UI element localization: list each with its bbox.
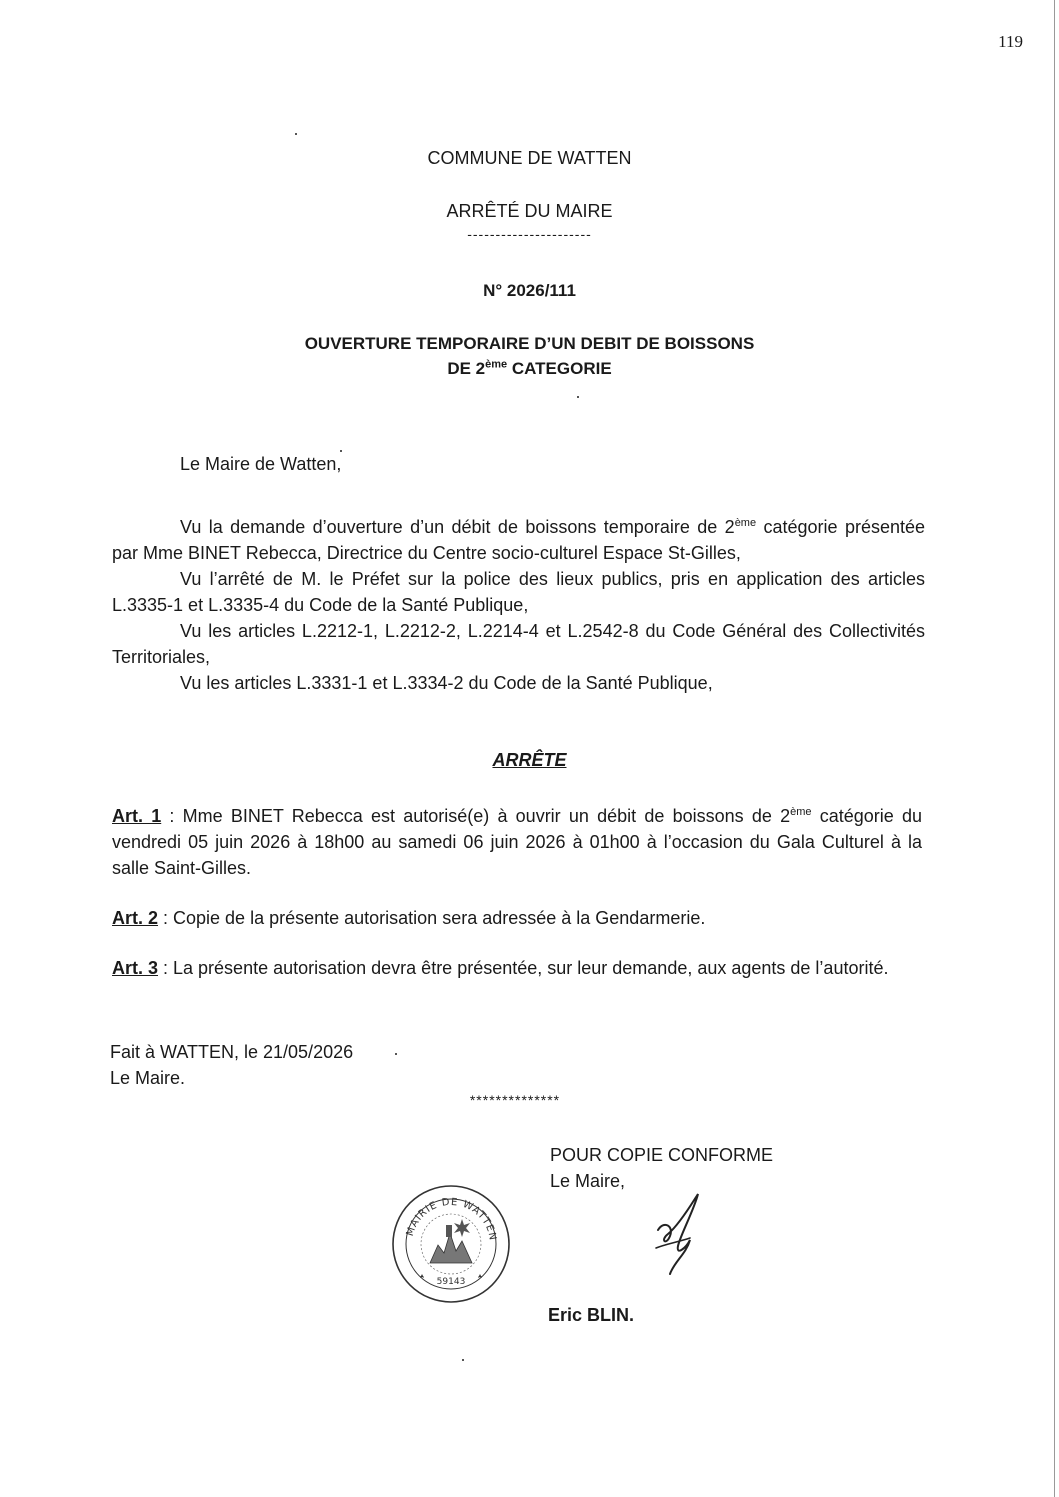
considerant-1-pre: Vu la demande d’ouverture d’un débit de boissons temporaire de 2 — [180, 517, 735, 537]
scan-edge-mark — [1054, 0, 1055, 1497]
signature-place-date — [110, 1039, 353, 1091]
considerant-1-superscript: ème — [734, 517, 757, 529]
greeting: Le Maire de Watten, — [180, 454, 342, 474]
arrete-subject — [0, 331, 1059, 381]
stars-separator: ************** — [469, 1092, 561, 1108]
scan-speck — [395, 1053, 397, 1055]
fait-maire: Le Maire. — [110, 1068, 186, 1088]
article-3-text: : La présente autorisation devra être présentée, sur leur demande, aux agents de l’autorité. — [158, 958, 889, 978]
considerants — [112, 514, 925, 696]
article-1-label: Art. 1 — [112, 806, 162, 826]
signer-name: Eric BLIN. — [548, 1305, 635, 1325]
article-1-superscript: ème — [790, 806, 812, 818]
scan-speck — [340, 450, 342, 452]
article-3 — [112, 955, 922, 981]
articles — [112, 803, 922, 1005]
considerant-1 — [112, 514, 925, 566]
article-1-pre: : Mme BINET Rebecca est autorisé(e) à ouvrir un débit de boissons de 2 — [161, 806, 791, 826]
arrete-number: N° 2026/111 — [483, 281, 576, 300]
scan-speck — [295, 133, 297, 135]
fait-line: Fait à WATTEN, le 21/05/2026 — [110, 1042, 354, 1062]
page-number: 119 — [998, 32, 1023, 51]
document-type: ARRÊTÉ DU MAIRE — [446, 201, 613, 221]
considerant-3: Vu les articles L.2212-1, L.2212-2, L.2214-4 et L.2542-8 du Code Général des Collectivités Territoriales, — [112, 621, 925, 667]
considerant-1-post: catégorie présentée par Mme BINET Rebecca, Directrice du Centre socio-culturel Espace St-Gilles, — [112, 517, 926, 563]
considerant-2: Vu l’arrêté de M. le Préfet sur la police des lieux publics, pris en application des articles L.3335-1 et L.3335-4 du Code de la Santé Publique, — [112, 569, 925, 615]
subject-line-2-post: CATEGORIE — [507, 359, 612, 378]
subject-line-2 — [0, 356, 1059, 381]
commune-name: COMMUNE DE WATTEN — [427, 148, 632, 168]
subject-line-1: OUVERTURE TEMPORAIRE D’UN DEBIT DE BOISSONS — [304, 334, 755, 353]
considerant-4: Vu les articles L.3331-1 et L.3334-2 du Code de la Santé Publique, — [180, 673, 713, 693]
article-1 — [112, 803, 922, 881]
subject-line-2-pre: DE 2 — [447, 359, 486, 378]
subject-superscript: ème — [485, 358, 508, 371]
copie-conforme-label: POUR COPIE CONFORME — [550, 1145, 774, 1165]
copie-maire-label: Le Maire, — [550, 1171, 626, 1191]
article-3-label: Art. 3 — [112, 958, 159, 978]
article-2 — [112, 905, 922, 931]
scan-speck — [577, 396, 579, 398]
arrete-heading: ARRÊTE — [492, 750, 567, 770]
article-2-text: : Copie de la présente autorisation sera adressée à la Gendarmerie. — [158, 908, 706, 928]
article-2-label: Art. 2 — [112, 908, 159, 928]
article-1-post: catégorie du vendredi 05 juin 2026 à 18h00 au samedi 06 juin 2026 à 01h00 à l’occasion du Gala Culturel à la salle Saint-Gilles. — [112, 806, 922, 878]
certified-copy — [550, 1142, 773, 1194]
title-separator: ---------------------- — [467, 226, 592, 242]
seal-text: MAIRIE DE WATTEN — [404, 1196, 499, 1242]
mairie-seal-stamp — [390, 1183, 512, 1310]
seal-postcode: 59143 — [436, 1277, 466, 1287]
handwritten-signature — [650, 1190, 720, 1285]
scan-speck — [462, 1359, 464, 1361]
